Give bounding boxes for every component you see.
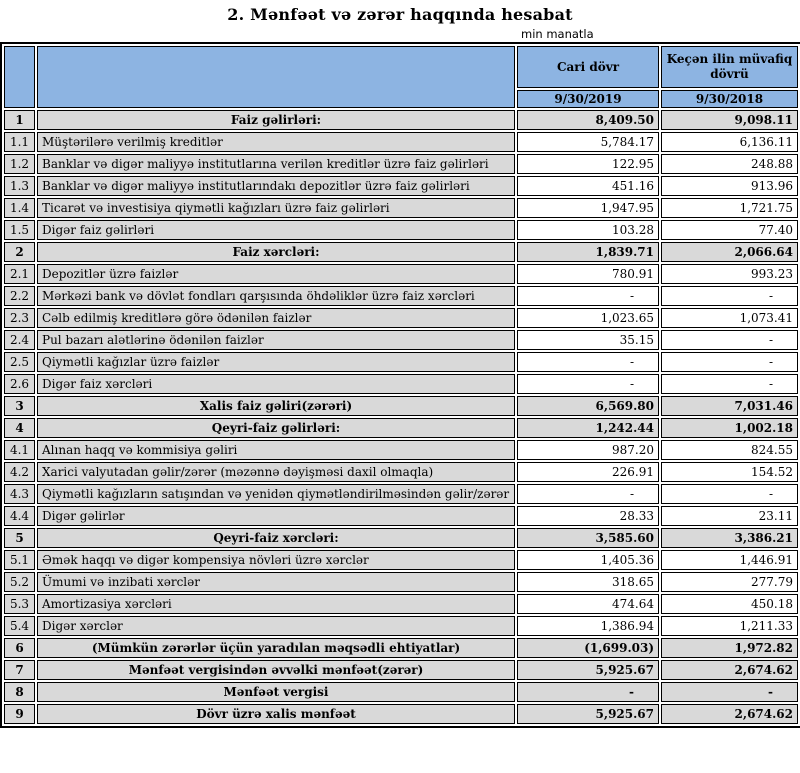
header-current-period: Cari dövr: [517, 46, 659, 88]
previous-value-cell: -: [661, 484, 798, 504]
row-label-cell: Faiz xərcləri:: [37, 242, 515, 262]
table-row: [4, 594, 798, 614]
row-number-cell: 8: [4, 682, 35, 702]
row-number-cell: 5.1: [4, 550, 35, 570]
table-row: [4, 110, 798, 130]
row-label-cell: Digər xərclər: [37, 616, 515, 636]
row-number-cell: 4.1: [4, 440, 35, 460]
current-value-cell: 5,784.17: [517, 132, 659, 152]
row-label-cell: Faiz gəlirləri:: [37, 110, 515, 130]
row-label-cell: Banklar və digər maliyyə institutlarındakı depozitlər üzrə faiz gəlirləri: [37, 176, 515, 196]
row-label-cell: Mərkəzi bank və dövlət fondları qarşısında öhdəliklər üzrə faiz xərcləri: [37, 286, 515, 306]
row-label-cell: Pul bazarı alətlərinə ödənilən faizlər: [37, 330, 515, 350]
previous-value-cell: 277.79: [661, 572, 798, 592]
current-value-cell: 1,839.71: [517, 242, 659, 262]
header-row: [4, 46, 798, 88]
row-number-cell: 5: [4, 528, 35, 548]
table-row: [4, 330, 798, 350]
row-number-cell: 2.3: [4, 308, 35, 328]
row-label-cell: Alınan haqq və kommisiya gəliri: [37, 440, 515, 460]
table-row: [4, 682, 798, 702]
current-value-cell: (1,699.03): [517, 638, 659, 658]
current-value-cell: 1,242.44: [517, 418, 659, 438]
previous-value-cell: -: [661, 374, 798, 394]
row-number-cell: 5.3: [4, 594, 35, 614]
row-number-cell: 2.5: [4, 352, 35, 372]
previous-value-cell: -: [661, 286, 798, 306]
page-title: 2. Mənfəət və zərər haqqında hesabat: [227, 5, 573, 24]
row-number-cell: 1.4: [4, 198, 35, 218]
previous-value-cell: 1,211.33: [661, 616, 798, 636]
current-value-cell: 6,569.80: [517, 396, 659, 416]
row-number-cell: 1.3: [4, 176, 35, 196]
row-label-cell: Qeyri-faiz xərcləri:: [37, 528, 515, 548]
previous-value-cell: -: [661, 352, 798, 372]
row-label-cell: Xalis faiz gəliri(zərəri): [37, 396, 515, 416]
previous-value-cell: 248.88: [661, 154, 798, 174]
row-number-cell: 9: [4, 704, 35, 724]
row-number-cell: 2.6: [4, 374, 35, 394]
current-value-cell: 1,023.65: [517, 308, 659, 328]
row-label-cell: Ticarət və investisiya qiymətli kağızları üzrə faiz gəlirləri: [37, 198, 515, 218]
header-previous-date: 9/30/2018: [661, 90, 798, 108]
row-number-cell: 7: [4, 660, 35, 680]
header-number-cell: [4, 46, 35, 108]
table-row: [4, 528, 798, 548]
row-label-cell: Əmək haqqı və digər kompensiya növləri üzrə xərclər: [37, 550, 515, 570]
previous-value-cell: 1,721.75: [661, 198, 798, 218]
table-row: [4, 440, 798, 460]
row-number-cell: 2: [4, 242, 35, 262]
table-row: [4, 572, 798, 592]
row-number-cell: 1.1: [4, 132, 35, 152]
previous-value-cell: 9,098.11: [661, 110, 798, 130]
row-label-cell: Xarici valyutadan gəlir/zərər (məzənnə dəyişməsi daxil olmaqla): [37, 462, 515, 482]
table-row: [4, 484, 798, 504]
previous-value-cell: 450.18: [661, 594, 798, 614]
row-label-cell: (Mümkün zərərlər üçün yaradılan məqsədli ehtiyatlar): [37, 638, 515, 658]
current-value-cell: 474.64: [517, 594, 659, 614]
current-value-cell: 35.15: [517, 330, 659, 350]
table-row: [4, 154, 798, 174]
row-label-cell: Mənfəət vergisi: [37, 682, 515, 702]
current-value-cell: -: [517, 682, 659, 702]
table-row: [4, 352, 798, 372]
table-header: [4, 46, 798, 108]
row-label-cell: Digər faiz gəlirləri: [37, 220, 515, 240]
row-number-cell: 2.2: [4, 286, 35, 306]
previous-value-cell: 7,031.46: [661, 396, 798, 416]
previous-value-cell: 824.55: [661, 440, 798, 460]
current-value-cell: -: [517, 484, 659, 504]
current-value-cell: 122.95: [517, 154, 659, 174]
previous-value-cell: 1,446.91: [661, 550, 798, 570]
current-value-cell: 103.28: [517, 220, 659, 240]
current-value-cell: 451.16: [517, 176, 659, 196]
row-label-cell: Dövr üzrə xalis mənfəət: [37, 704, 515, 724]
previous-value-cell: 1,002.18: [661, 418, 798, 438]
previous-value-cell: 2,674.62: [661, 704, 798, 724]
previous-value-cell: 993.23: [661, 264, 798, 284]
table-row: [4, 198, 798, 218]
previous-value-cell: 913.96: [661, 176, 798, 196]
table-row: [4, 176, 798, 196]
row-label-cell: Banklar və digər maliyyə institutlarına verilən kreditlər üzrə faiz gəlirləri: [37, 154, 515, 174]
table-row: [4, 616, 798, 636]
row-label-cell: Depozitlər üzrə faizlər: [37, 264, 515, 284]
current-value-cell: -: [517, 352, 659, 372]
current-value-cell: 8,409.50: [517, 110, 659, 130]
previous-value-cell: 6,136.11: [661, 132, 798, 152]
table-body: [4, 110, 798, 724]
row-label-cell: Qeyri-faiz gəlirləri:: [37, 418, 515, 438]
row-label-cell: Qiymətli kağızların satışından və yenidən qiymətləndirilməsindən gəlir/zərər: [37, 484, 515, 504]
previous-value-cell: 2,674.62: [661, 660, 798, 680]
previous-value-cell: 23.11: [661, 506, 798, 526]
unit-note: min manatla: [521, 27, 594, 41]
income-statement-table: [0, 42, 800, 728]
row-label-cell: Digər faiz xərcləri: [37, 374, 515, 394]
row-label-cell: Cəlb edilmiş kreditlərə görə ödənilən faizlər: [37, 308, 515, 328]
table-row: [4, 418, 798, 438]
current-value-cell: 5,925.67: [517, 704, 659, 724]
table-row: [4, 242, 798, 262]
table-row: [4, 638, 798, 658]
current-value-cell: 987.20: [517, 440, 659, 460]
previous-value-cell: 154.52: [661, 462, 798, 482]
table-row: [4, 132, 798, 152]
row-number-cell: 4.2: [4, 462, 35, 482]
table-row: [4, 308, 798, 328]
previous-value-cell: -: [661, 330, 798, 350]
row-number-cell: 4: [4, 418, 35, 438]
row-number-cell: 3: [4, 396, 35, 416]
row-number-cell: 2.1: [4, 264, 35, 284]
current-value-cell: 780.91: [517, 264, 659, 284]
table-row: [4, 286, 798, 306]
current-value-cell: 1,947.95: [517, 198, 659, 218]
row-number-cell: 5.2: [4, 572, 35, 592]
table-row: [4, 506, 798, 526]
current-value-cell: 1,405.36: [517, 550, 659, 570]
previous-value-cell: 1,972.82: [661, 638, 798, 658]
current-value-cell: 28.33: [517, 506, 659, 526]
header-description-cell: [37, 46, 515, 108]
current-value-cell: 5,925.67: [517, 660, 659, 680]
row-label-cell: Amortizasiya xərcləri: [37, 594, 515, 614]
previous-value-cell: -: [661, 682, 798, 702]
row-number-cell: 1: [4, 110, 35, 130]
previous-value-cell: 3,386.21: [661, 528, 798, 548]
previous-value-cell: 2,066.64: [661, 242, 798, 262]
row-number-cell: 2.4: [4, 330, 35, 350]
table-row: [4, 462, 798, 482]
header-previous-period: Keçən ilin müvafiq dövrü: [661, 46, 798, 88]
table-row: [4, 550, 798, 570]
row-label-cell: Mənfəət vergisindən əvvəlki mənfəət(zərər): [37, 660, 515, 680]
row-number-cell: 1.2: [4, 154, 35, 174]
header-current-date: 9/30/2019: [517, 90, 659, 108]
current-value-cell: -: [517, 286, 659, 306]
table-row: [4, 396, 798, 416]
row-number-cell: 6: [4, 638, 35, 658]
table-row: [4, 374, 798, 394]
row-label-cell: Digər gəlirlər: [37, 506, 515, 526]
row-number-cell: 4.3: [4, 484, 35, 504]
row-label-cell: Ümumi və inzibati xərclər: [37, 572, 515, 592]
table-row: [4, 660, 798, 680]
current-value-cell: -: [517, 374, 659, 394]
current-value-cell: 318.65: [517, 572, 659, 592]
table-row: [4, 220, 798, 240]
current-value-cell: 1,386.94: [517, 616, 659, 636]
row-number-cell: 4.4: [4, 506, 35, 526]
row-number-cell: 1.5: [4, 220, 35, 240]
previous-value-cell: 77.40: [661, 220, 798, 240]
table-row: [4, 704, 798, 724]
row-label-cell: Müştərilərə verilmiş kreditlər: [37, 132, 515, 152]
previous-value-cell: 1,073.41: [661, 308, 798, 328]
table-row: [4, 264, 798, 284]
current-value-cell: 3,585.60: [517, 528, 659, 548]
row-label-cell: Qiymətli kağızlar üzrə faizlər: [37, 352, 515, 372]
current-value-cell: 226.91: [517, 462, 659, 482]
row-number-cell: 5.4: [4, 616, 35, 636]
